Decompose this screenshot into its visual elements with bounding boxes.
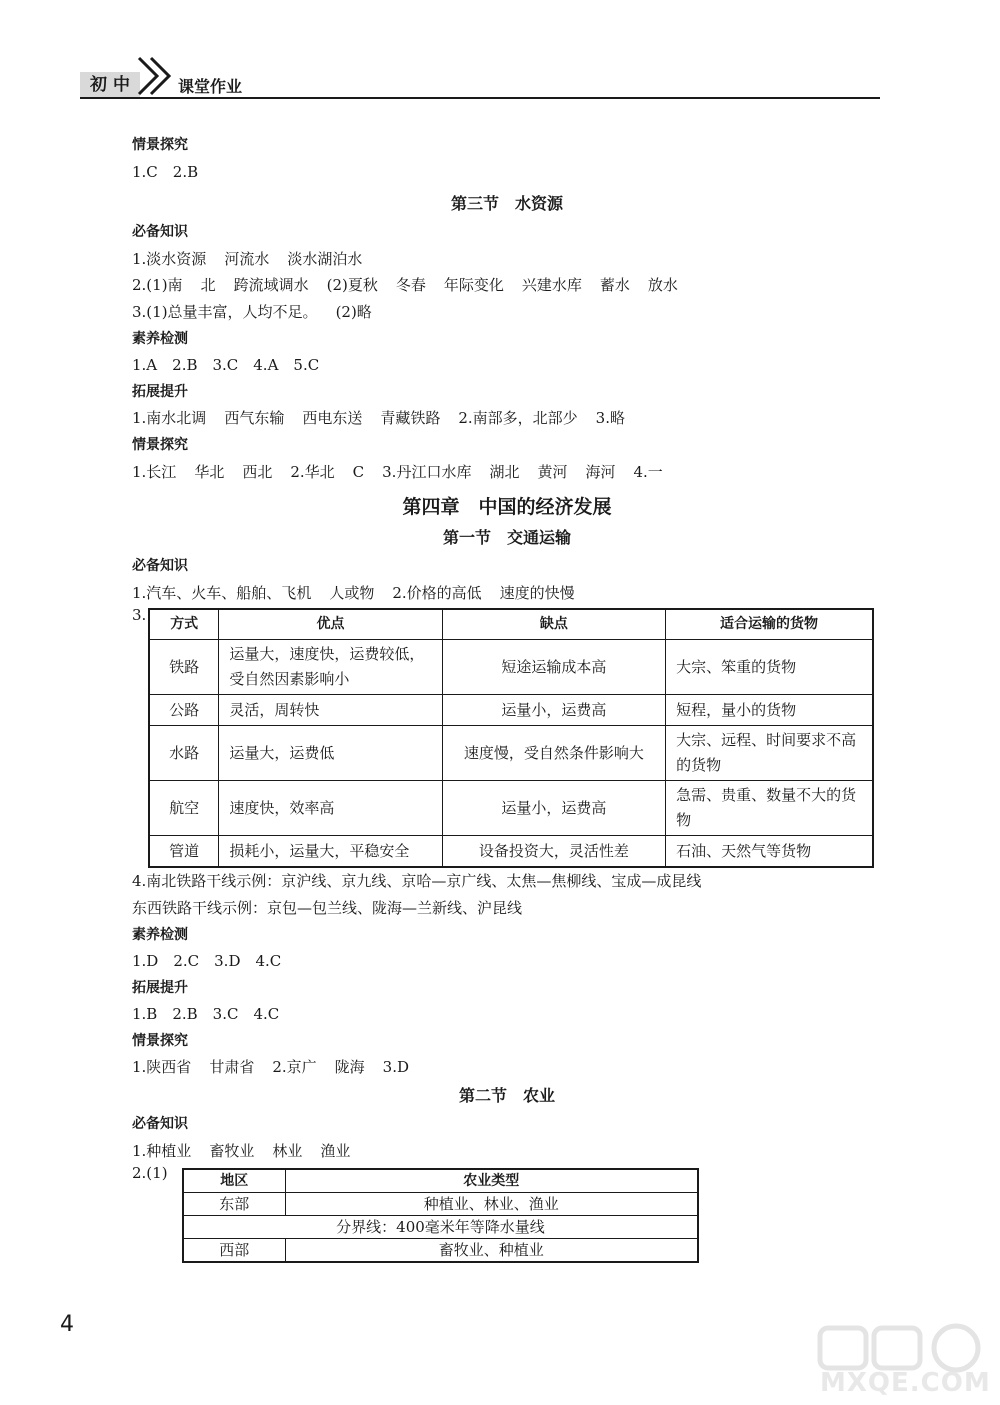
table-cell: 运量大，运费低 [219, 726, 442, 781]
label-qingjing: 情景探究 [132, 1032, 188, 1049]
answer-item: C [352, 462, 365, 481]
label-qingjing: 情景探究 [132, 137, 188, 153]
table-cell: 水路 [149, 726, 219, 781]
table-cell: 设备投资大，灵活性差 [442, 836, 665, 868]
answer-line [132, 580, 882, 607]
agriculture-table [182, 1168, 699, 1263]
label-suyang: 素养检测 [132, 926, 188, 943]
table-header-cell: 农业类型 [285, 1169, 698, 1193]
table-row [149, 640, 873, 695]
table-header-cell: 方式 [149, 609, 219, 640]
answer-item: 3.略 [595, 409, 625, 428]
label-tuozhan: 拓展提升 [132, 979, 188, 996]
answer-item: 冬春 [395, 276, 426, 295]
answer-item: 放水 [647, 276, 678, 295]
table-cell: 航空 [149, 781, 219, 836]
answer-item: 人或物 [329, 583, 375, 602]
table-row [183, 1239, 698, 1263]
table-header-row [149, 609, 873, 640]
table-header-row [183, 1169, 698, 1193]
answer-item: 2.南部多，北部少 [458, 409, 578, 428]
table-row [149, 781, 873, 836]
table-cell: 石油、天然气等货物 [666, 836, 873, 868]
answer-item: 河流水 [224, 249, 270, 268]
table-row [149, 695, 873, 726]
answer-item: 黄河 [537, 462, 568, 481]
answer-item: 速度的快慢 [499, 583, 575, 602]
answer-line: 1.A 2.B 3.C 4.A 5.C [132, 356, 320, 375]
table-cell: 大宗、笨重的货物 [666, 640, 873, 695]
table-header-cell: 地区 [183, 1169, 285, 1193]
label-bibei: 必备知识 [132, 558, 188, 575]
header-rule [80, 97, 880, 99]
answer-content [132, 132, 882, 1263]
table-header-cell: 适合运输的货物 [666, 609, 873, 640]
answer-item: 海河 [585, 462, 616, 481]
answer-item: 2.京广 [272, 1058, 317, 1077]
transport-table [148, 608, 874, 868]
answer-item: 4.一 [633, 462, 663, 481]
table-row [183, 1193, 698, 1216]
answer-item: 2.价格的高低 [392, 583, 482, 602]
answer-item: 渔业 [320, 1141, 351, 1160]
answer-item: 北 [200, 276, 216, 295]
answer-item: 西北 [242, 462, 273, 481]
answer-item: 1.陕西省 [132, 1058, 192, 1077]
answer-item: 淡水湖泊水 [287, 249, 363, 268]
answer-item: 2.(1)南 [132, 276, 183, 295]
answer-item: 西气东输 [224, 409, 285, 428]
question-number: 3. [132, 606, 147, 625]
answer-line [132, 1138, 882, 1165]
answer-item: 3.丹江口水库 [382, 462, 472, 481]
answer-item: 华北 [194, 462, 225, 481]
answer-line: 1.D 2.C 3.D 4.C [132, 952, 282, 971]
answer-item: 陇海 [334, 1058, 365, 1077]
section-title: 第一节 交通运输 [442, 528, 571, 548]
label-bibei: 必备知识 [132, 224, 188, 241]
table-cell: 运量小，运费高 [442, 781, 665, 836]
book-title: 课堂作业 [178, 77, 243, 96]
agriculture-table-block [132, 1164, 882, 1263]
chevron-decoration-icon [135, 54, 179, 98]
answer-line [132, 405, 882, 432]
answer-item: 兴建水库 [521, 276, 582, 295]
table-header-cell: 缺点 [442, 609, 665, 640]
table-cell: 短程，量小的货物 [666, 695, 873, 726]
answer-item: 青藏铁路 [380, 409, 441, 428]
answer-line [132, 459, 882, 486]
answer-item: 林业 [272, 1141, 303, 1160]
answer-item: (2)夏秋 [326, 276, 378, 295]
answer-item: 1.南水北调 [132, 409, 207, 428]
answer-line [132, 1054, 882, 1081]
table-cell: 运量大，速度快，运费较低，受自然因素影响小 [219, 640, 442, 695]
answer-item: 跨流域调水 [233, 276, 309, 295]
divider-cell: 分界线：400毫米年等降水量线 [183, 1216, 698, 1239]
table-cell: 灵活，周转快 [219, 695, 442, 726]
answer-item: 3.(1)总量丰富，人均不足。 [132, 302, 318, 321]
table-cell: 东部 [183, 1193, 285, 1216]
table-row [149, 836, 873, 868]
table-cell: 大宗、远程、时间要求不高的货物 [666, 726, 873, 781]
answer-item: 1.长江 [132, 462, 177, 481]
section-title: 第三节 水资源 [450, 194, 563, 214]
label-bibei: 必备知识 [132, 1116, 188, 1133]
answer-item: (2)略 [335, 302, 372, 321]
answer-line: 4.南北铁路干线示例：京沪线、京九线、京哈—京广线、太焦—焦柳线、宝成—成昆线 [132, 872, 702, 891]
answer-item: 2.华北 [290, 462, 335, 481]
answer-item: 1.种植业 [132, 1141, 192, 1160]
answer-line [132, 246, 882, 273]
transport-table-block [132, 608, 882, 868]
label-tuozhan: 拓展提升 [132, 383, 188, 400]
chapter-title: 第四章 中国的经济发展 [402, 496, 612, 519]
table-cell: 速度慢，受自然条件影响大 [442, 726, 665, 781]
level-badge: 初中 [80, 72, 140, 98]
section-title: 第二节 农业 [458, 1086, 555, 1106]
answer-item: 1.汽车、火车、船舶、飞机 [132, 583, 312, 602]
table-cell: 公路 [149, 695, 219, 726]
table-row [149, 726, 873, 781]
answer-line [132, 272, 882, 299]
answer-item: 西电东送 [302, 409, 363, 428]
table-cell: 种植业、林业、渔业 [285, 1193, 698, 1216]
answer-item: 湖北 [489, 462, 520, 481]
table-cell: 铁路 [149, 640, 219, 695]
answer-item: 年际变化 [443, 276, 504, 295]
answer-line: 1.B 2.B 3.C 4.C [132, 1005, 280, 1024]
table-cell: 短途运输成本高 [442, 640, 665, 695]
answer-item: 蓄水 [599, 276, 630, 295]
table-cell: 急需、贵重、数量不大的货物 [666, 781, 873, 836]
watermark-text: MXQE.COM [820, 1368, 991, 1398]
answer-item: 3.D [382, 1058, 409, 1077]
answer-item: 甘肃省 [209, 1058, 255, 1077]
table-cell: 管道 [149, 836, 219, 868]
answer-item: 1.淡水资源 [132, 249, 207, 268]
table-cell: 畜牧业、种植业 [285, 1239, 698, 1263]
table-cell: 速度快，效率高 [219, 781, 442, 836]
table-row [183, 1216, 698, 1239]
table-header-cell: 优点 [219, 609, 442, 640]
label-qingjing: 情景探究 [132, 436, 188, 453]
answer-line: 东西铁路干线示例：京包—包兰线、陇海—兰新线、沪昆线 [132, 898, 523, 917]
table-cell: 运量小，运费高 [442, 695, 665, 726]
table-cell: 损耗小，运量大，平稳安全 [219, 836, 442, 868]
question-number: 2.(1) [132, 1164, 168, 1183]
label-suyang: 素养检测 [132, 330, 188, 347]
answer-line [132, 299, 882, 326]
answer-line: 1.C 2.B [132, 162, 199, 181]
page-number: 4 [60, 1312, 74, 1337]
table-cell: 西部 [183, 1239, 285, 1263]
answer-item: 畜牧业 [209, 1141, 255, 1160]
